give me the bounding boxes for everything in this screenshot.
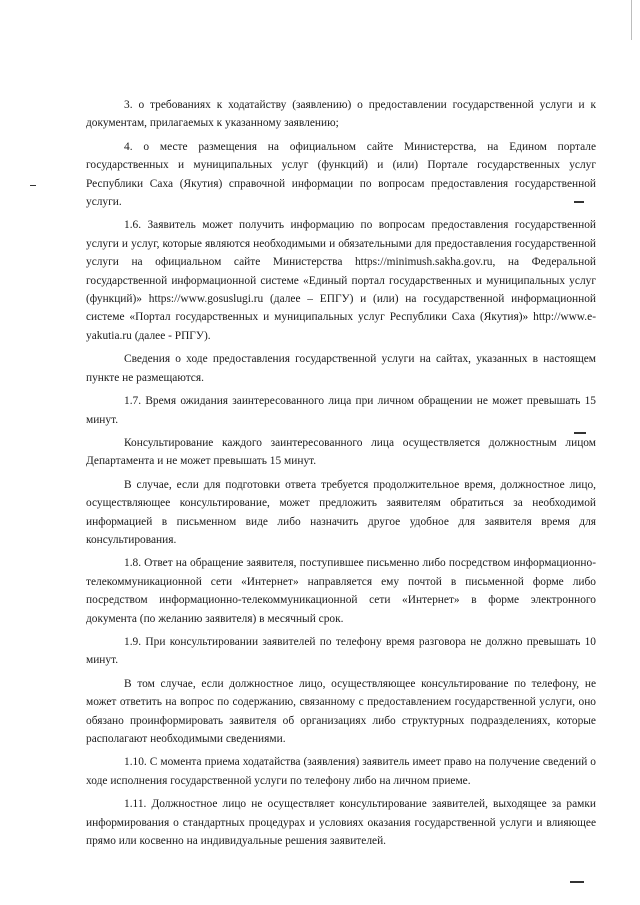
paragraph-1-6: 1.6. Заявитель может получить информацию по вопросам предоставления государственной услуги и услуг, которые являются необходимыми и обязательными для предоставления государственной услуги на официальном сайте Министерства https://minimush.sakha.gov.ru, на Федеральной государственной информационной системе «Единый портал государственных и муниципальных услуг (функций)» https://www.gosuslugi.ru (далее – ЕПГУ) и (или) на государственной информационной системе «Портал государственных и муниципальных услуг Республики Саха (Якутия)» http://www.e-yakutia.ru (далее - РПГУ). [86,219,596,342]
scan-mark-left [30,185,36,186]
paragraph-item-4: 4. о месте размещения на официальном сайте Министерства, на Едином портале государственных и муниципальных услуг (функций) и (или) Портале государственных услуг Республики Саха (Якутия) справочной информации по вопросам предоставления государственной услуги. [86,140,596,209]
paragraph-1-9: 1.9. При консультировании заявителей по телефону время разговора не должно превышать 10 минут. [86,635,596,667]
scan-mark-right-top [574,201,584,203]
document-body [86,96,596,855]
scan-mark-edge-line [631,0,632,40]
paragraph-1-8: 1.8. Ответ на обращение заявителя, поступившее письменно либо посредством информационно-телекоммуникационной сети «Интернет» направляется ему почтой в письменной форме либо посредством информационно-телекоммуникационной сети «Интернет» в форме электронного документа (по желанию заявителя) в месячный срок. [86,557,596,625]
paragraph-long-answer: В случае, если для подготовки ответа требуется продолжительное время, должностное лицо, осуществляющее консультирование, может предложить заявителям обратиться за необходимой информацией в письменном виде либо назначить другое удобное для заявителя время для консультирования. [86,478,596,546]
scan-mark-bottom-right [570,881,584,883]
paragraph-phone-case: В том случае, если должностное лицо, осуществляющее консультирование по телефону, не может ответить на вопрос по содержанию, связанному с предоставлением государственной услуги, оно обязано проинформировать заявителя об организациях либо структурных подразделениях, которые располагают необходимыми сведениями. [86,677,596,745]
paragraph-item-3: 3. о требованиях к ходатайству (заявлению) о предоставлении государственной услуги и к документам, прилагаемых к указанному заявлению; [86,99,596,130]
paragraph-status-info: Сведения о ходе предоставления государственной услуги на сайтах, указанных в настоящем пункте не размещаются. [86,353,596,384]
paragraph-1-10: 1.10. С момента приема ходатайства (заявления) заявитель имеет право на получение сведений о ходе исполнения государственной услуги по телефону либо на личном приеме. [86,756,596,787]
paragraph-1-7: 1.7. Время ожидания заинтересованного лица при личном обращении не может превышать 15 минут. [86,395,596,426]
scan-mark-right-mid [574,432,586,434]
paragraph-consulting: Консультирование каждого заинтересованного лица осуществляется должностным лицом Департамента и не может превышать 15 минут. [86,436,596,468]
paragraph-1-11: 1.11. Должностное лицо не осуществляет консультирование заявителей, выходящее за рамки информирования о стандартных процедурах и условиях оказания государственной услуги и влияющее прямо или косвенно на индивидуальные решения заявителей. [86,798,596,848]
